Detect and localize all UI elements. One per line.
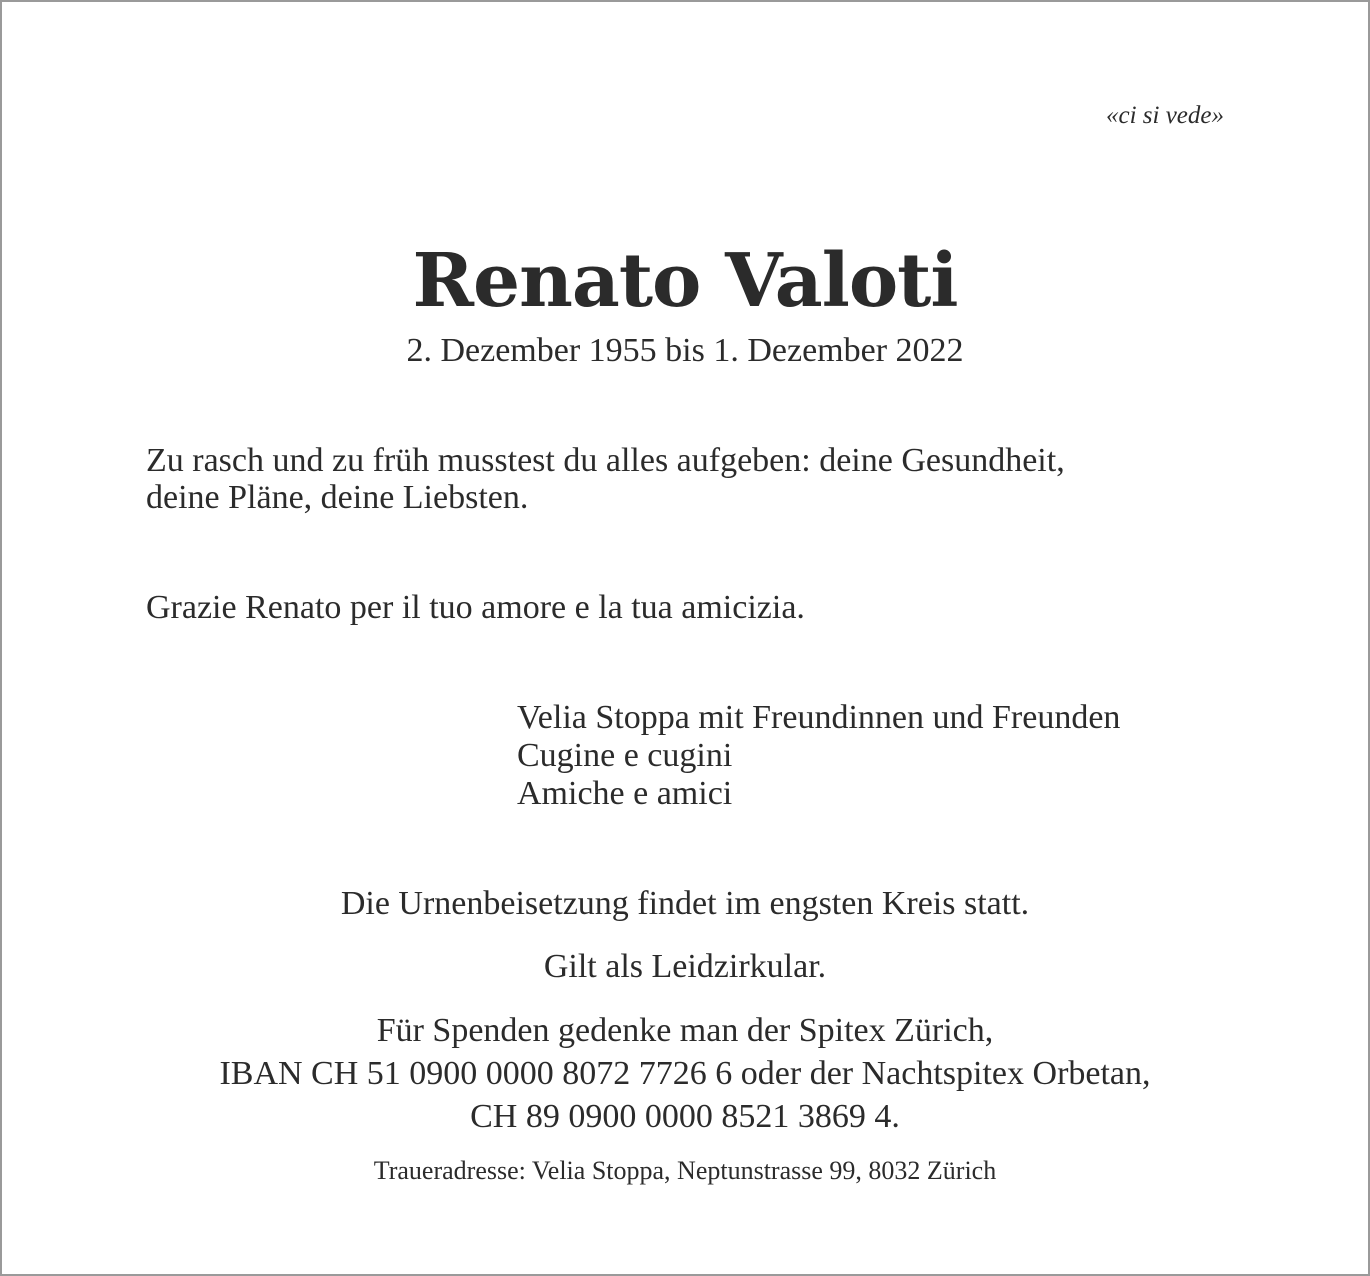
donation-line: CH 89 0900 0000 8521 3869 4. — [470, 1098, 900, 1135]
paragraph-line: Zu rasch und zu früh musstest du alles aufgeben: deine Gesundheit, — [146, 442, 1065, 479]
signer-line: Amiche e amici — [517, 775, 733, 812]
motto-quote: «ci si vede» — [1105, 102, 1224, 129]
circular-note: Gilt als Leidzirkular. — [543, 948, 827, 985]
mourning-address: Traueradresse: Velia Stoppa, Neptunstrasse 99, 8032 Zürich — [373, 1156, 997, 1185]
burial-note: Die Urnenbeisetzung findet im engsten Kreis statt. — [340, 885, 1030, 922]
deceased-name: Renato Valoti — [412, 238, 958, 324]
donation-line: Für Spenden gedenke man der Spitex Zürich, — [376, 1012, 994, 1049]
paragraph-line: deine Pläne, deine Liebsten. — [146, 479, 529, 516]
signer-line: Velia Stoppa mit Freundinnen und Freunden — [517, 699, 1121, 736]
donation-line: IBAN CH 51 0900 0000 8072 7726 6 oder der Nachtspitex Orbetan, — [219, 1055, 1151, 1092]
donation-block — [2, 1009, 1368, 1138]
gratitude-paragraph — [146, 589, 1236, 626]
farewell-paragraph — [146, 442, 1236, 516]
paragraph-line: Grazie Renato per il tuo amore e la tua amicizia. — [146, 589, 805, 626]
life-dates: 2. Dezember 1955 bis 1. Dezember 2022 — [406, 332, 964, 369]
signer-line: Cugine e cugini — [517, 737, 733, 774]
signers-block — [517, 699, 1120, 813]
